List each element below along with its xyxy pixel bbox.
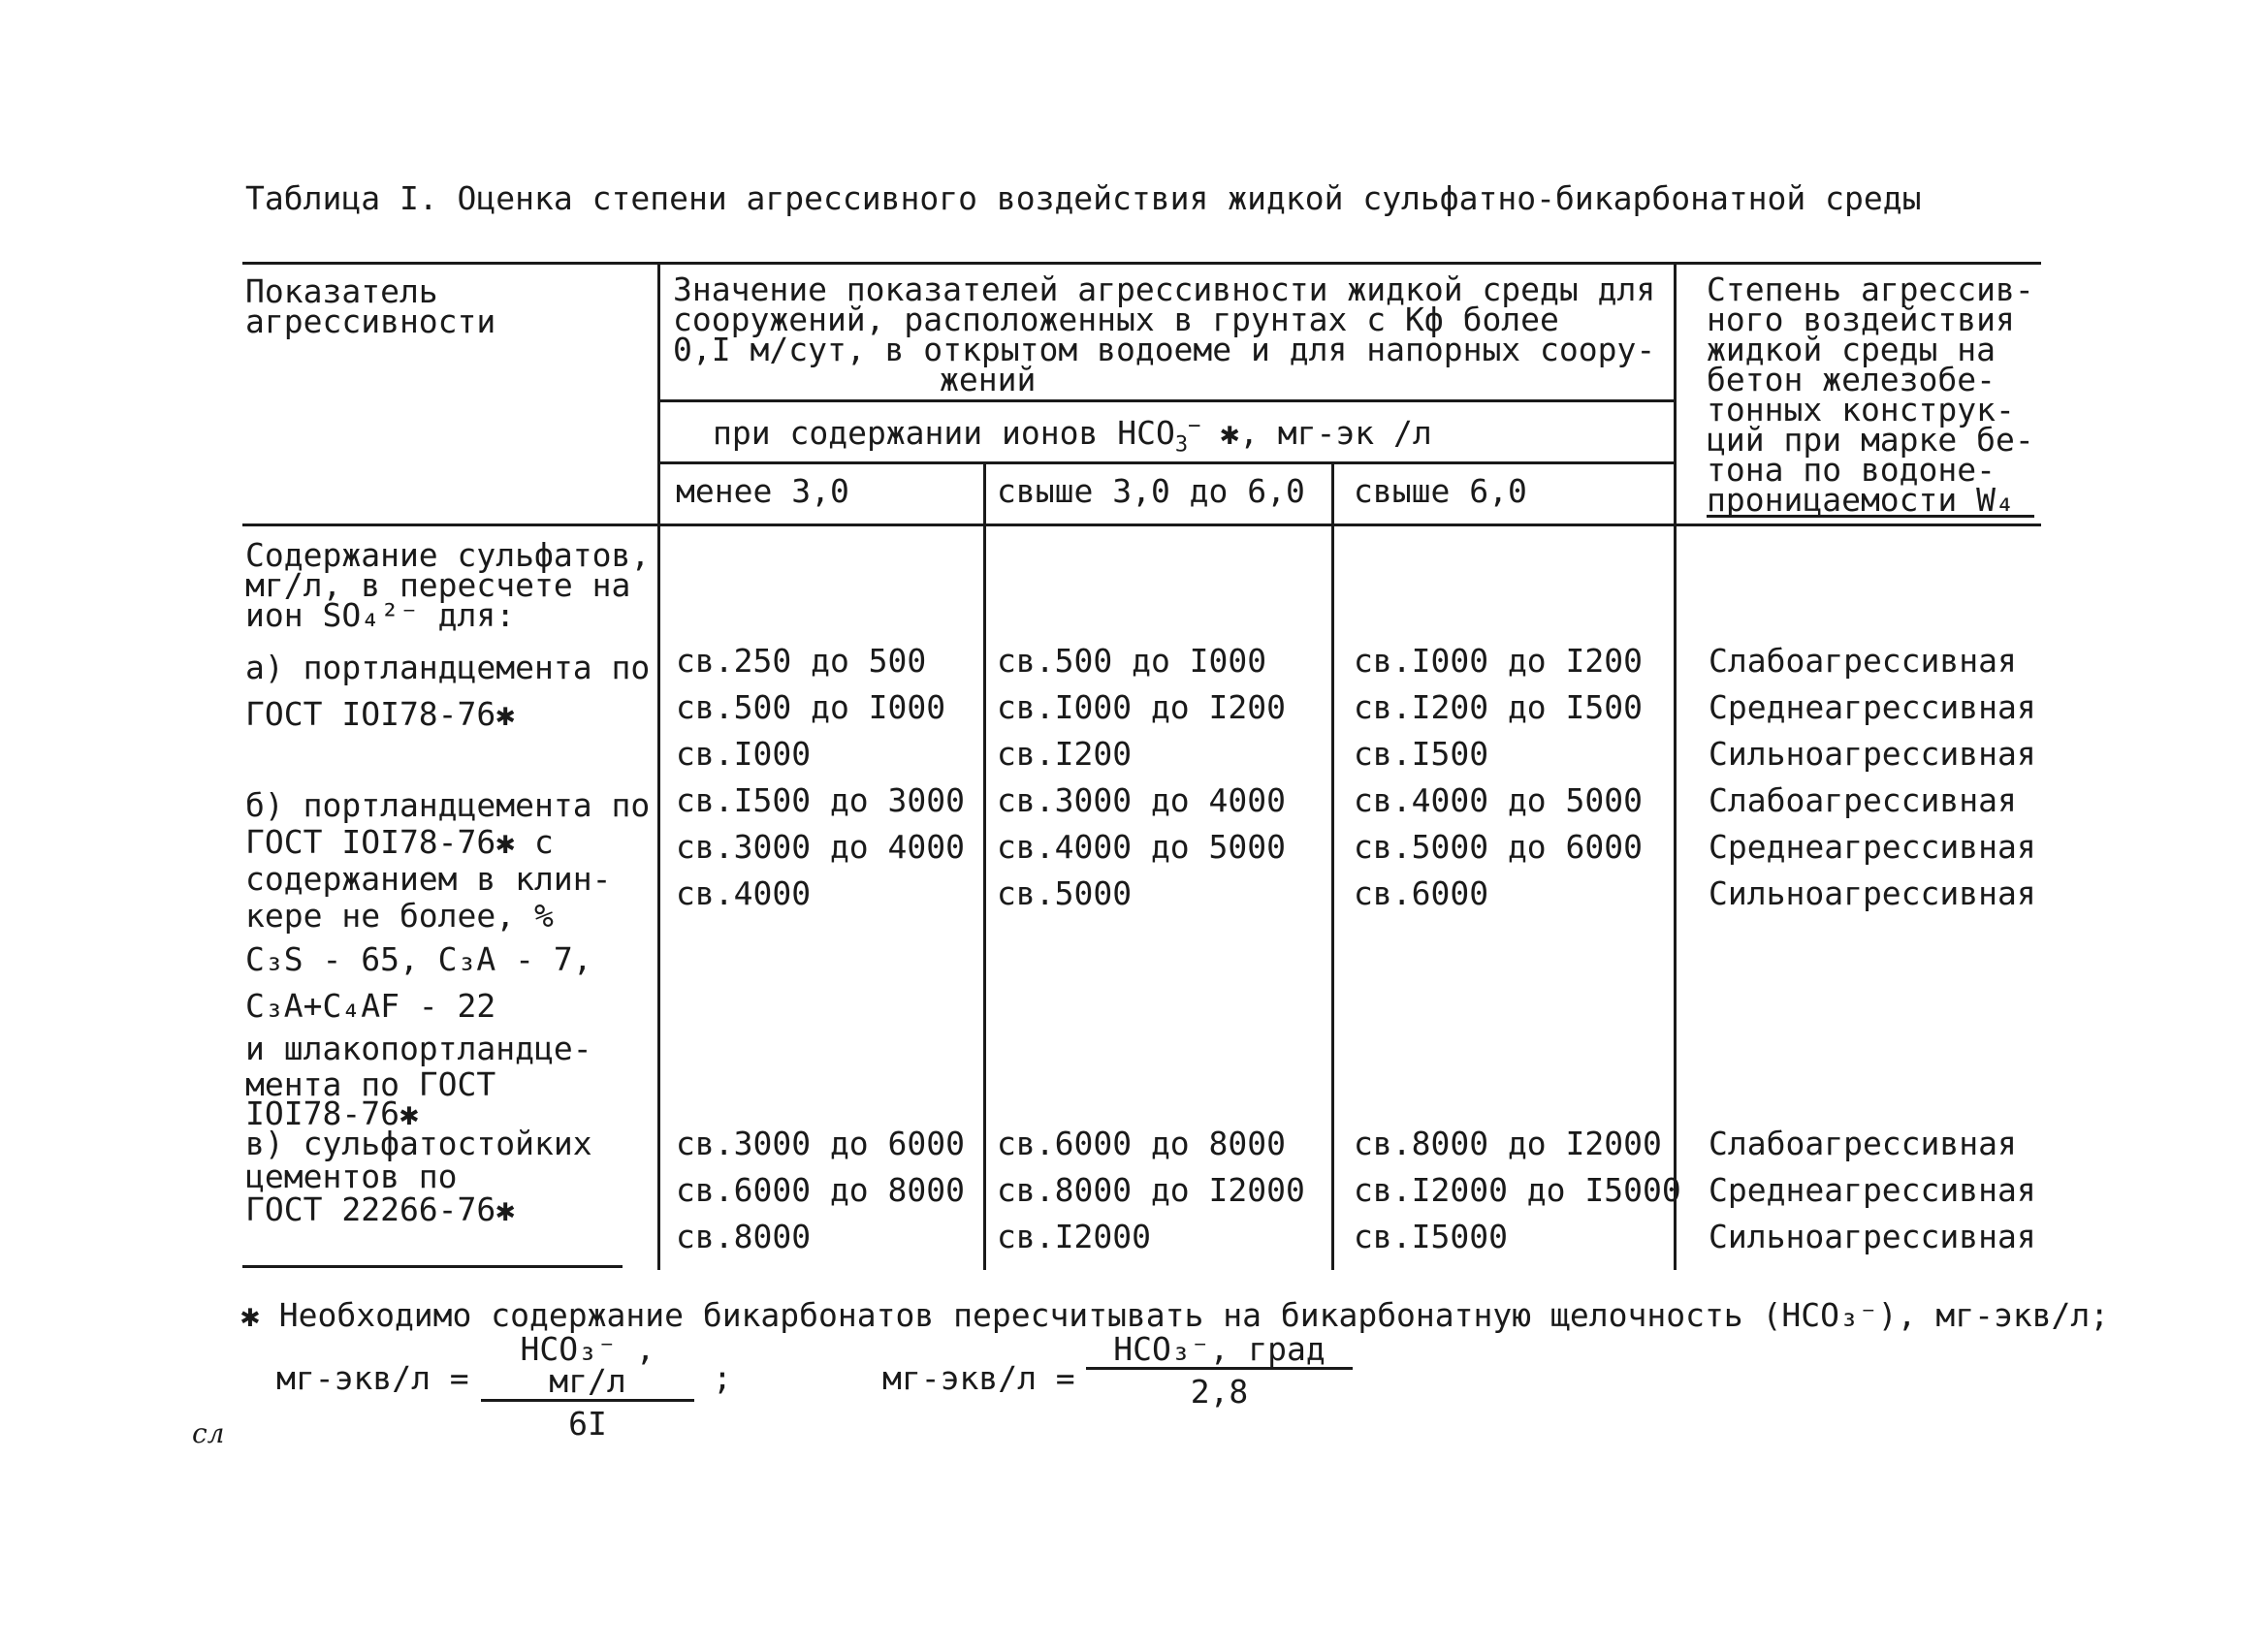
group-a-row-3-col-2: св.I200 bbox=[997, 735, 1133, 773]
table-top-rule bbox=[242, 262, 2041, 265]
formula-1-fraction bbox=[481, 1330, 694, 1443]
group-v-row-2-col-1: св.6000 до 8000 bbox=[676, 1171, 966, 1209]
group-b-row-1-col-3: св.4000 до 5000 bbox=[1354, 781, 1644, 819]
group-v-row-2-col-2: св.8000 до I2000 bbox=[997, 1171, 1305, 1209]
header-col2-rule-1 bbox=[657, 399, 1674, 402]
group-b-label: б) портландцемента по ГОСТ IOI78-76✱ с содержанием в клин- кере не более, % C₃S - 65, C₃A - 7, C₃A+C₄AF - 22 и шлакопортландце- мента по ГОСТ IOI78-76✱ bbox=[245, 786, 651, 1132]
group-b-row-3-col-2: св.5000 bbox=[997, 874, 1133, 912]
formula-2-lhs: мг-экв/л = bbox=[882, 1359, 1075, 1397]
formula-2-numerator: НСО₃⁻, град bbox=[1086, 1333, 1353, 1370]
group-b-row-3-col-1: св.4000 bbox=[676, 874, 812, 912]
group-a-row-3-col-1: св.I000 bbox=[676, 735, 812, 773]
formula-1-separator: ; bbox=[713, 1359, 732, 1397]
vline-2 bbox=[983, 461, 986, 1270]
group-b-row-2-col-1: св.3000 до 4000 bbox=[676, 828, 966, 866]
header-col3: Степень агрессив- ного воздействия жидкой среды на бетон железобе- тонных конструк- ций при марке бе- тона по водоне- проницаемости W₄ bbox=[1707, 270, 2034, 519]
header-range-2: свыше 3,0 до 6,0 bbox=[997, 472, 1305, 510]
group-b-row-3-col-3: св.6000 bbox=[1354, 874, 1489, 912]
formula-2-fraction bbox=[1086, 1330, 1353, 1411]
group-a-row-1-col-1: св.250 до 500 bbox=[676, 642, 927, 680]
group-v-row-1-col-2: св.6000 до 8000 bbox=[997, 1125, 1287, 1162]
corner-mark: сл bbox=[192, 1417, 225, 1449]
table-title: Таблица I. Оценка степени агрессивного воздействия жидкой сульфатно-бикарбонатной среды bbox=[245, 179, 1922, 217]
group-v-row-3-col-1: св.8000 bbox=[676, 1218, 812, 1255]
group-a-row-2-col-2: св.I000 до I200 bbox=[997, 688, 1287, 726]
table-bottom-rule bbox=[242, 1265, 623, 1268]
formula-1-denominator: 6I bbox=[568, 1405, 607, 1443]
group-v-row-1-col-4: Слабоагрессивная bbox=[1709, 1125, 2017, 1162]
group-v-row-2-col-4: Среднеагрессивная bbox=[1709, 1171, 2036, 1209]
group-b-row-1-col-4: Слабоагрессивная bbox=[1709, 781, 2017, 819]
group-a-row-3-col-3: св.I500 bbox=[1354, 735, 1489, 773]
formula-1-numerator: НСО₃⁻ , мг/л bbox=[481, 1333, 694, 1402]
footnote-text: ✱ Необходимо содержание бикарбонатов пересчитывать на бикарбонатную щелочность (НСО₃⁻), мг-экв/л; bbox=[240, 1296, 2110, 1334]
group-b-row-2-col-2: св.4000 до 5000 bbox=[997, 828, 1287, 866]
group-b-row-1-col-2: св.3000 до 4000 bbox=[997, 781, 1287, 819]
group-a-row-1-col-4: Слабоагрессивная bbox=[1709, 642, 2017, 680]
group-v-row-3-col-2: св.I2000 bbox=[997, 1218, 1151, 1255]
group-v-label: в) сульфатостойких цементов по ГОСТ 22266-76✱ bbox=[245, 1125, 592, 1228]
group-a-label: а) портландцемента по ГОСТ IOI78-76✱ bbox=[245, 649, 651, 733]
group-a-row-2-col-3: св.I200 до I500 bbox=[1354, 688, 1644, 726]
formula-2-denominator: 2,8 bbox=[1190, 1373, 1249, 1411]
header-col2-main: Значение показателей агрессивности жидкой среды для сооружений, расположенных в грунтах с Кф более 0,I м/сут, в открытом водоеме и для напорных соору- жений bbox=[673, 270, 1656, 398]
group-a-row-1-col-3: св.I000 до I200 bbox=[1354, 642, 1644, 680]
header-bottom-rule bbox=[242, 524, 2041, 526]
header-col2-rule-2 bbox=[657, 461, 1674, 464]
group-v-row-3-col-4: Сильноагрессивная bbox=[1709, 1218, 2036, 1255]
vline-3 bbox=[1331, 461, 1334, 1270]
group-b-row-1-col-1: св.I500 до 3000 bbox=[676, 781, 966, 819]
formula-1-lhs: мг-экв/л = bbox=[276, 1359, 469, 1397]
body-intro: Содержание сульфатов, мг/л, в пересчете на ион SO₄²⁻ для: bbox=[245, 536, 651, 634]
group-b-row-2-col-3: св.5000 до 6000 bbox=[1354, 828, 1644, 866]
group-b-row-3-col-4: Сильноагрессивная bbox=[1709, 874, 2036, 912]
header-range-1: менее 3,0 bbox=[676, 472, 849, 510]
group-v-row-1-col-1: св.3000 до 6000 bbox=[676, 1125, 966, 1162]
group-a-row-3-col-4: Сильноагрессивная bbox=[1709, 735, 2036, 773]
group-a-row-1-col-2: св.500 до I000 bbox=[997, 642, 1267, 680]
header-col2-sub: при содержании ионов $НСО_3^-$ ✱, мг-эк /л bbox=[713, 414, 1432, 458]
group-b-row-2-col-4: Среднеагрессивная bbox=[1709, 828, 2036, 866]
header-range-3: свыше 6,0 bbox=[1354, 472, 1527, 510]
vline-1 bbox=[657, 262, 660, 1270]
header-col1: Показатель агрессивности bbox=[245, 272, 496, 340]
vline-4 bbox=[1674, 262, 1677, 1270]
group-a-row-2-col-4: Среднеагрессивная bbox=[1709, 688, 2036, 726]
group-v-row-1-col-3: св.8000 до I2000 bbox=[1354, 1125, 1662, 1162]
group-v-row-2-col-3: св.I2000 до I5000 bbox=[1354, 1171, 1681, 1209]
group-a-row-2-col-1: св.500 до I000 bbox=[676, 688, 946, 726]
group-v-row-3-col-3: св.I5000 bbox=[1354, 1218, 1508, 1255]
